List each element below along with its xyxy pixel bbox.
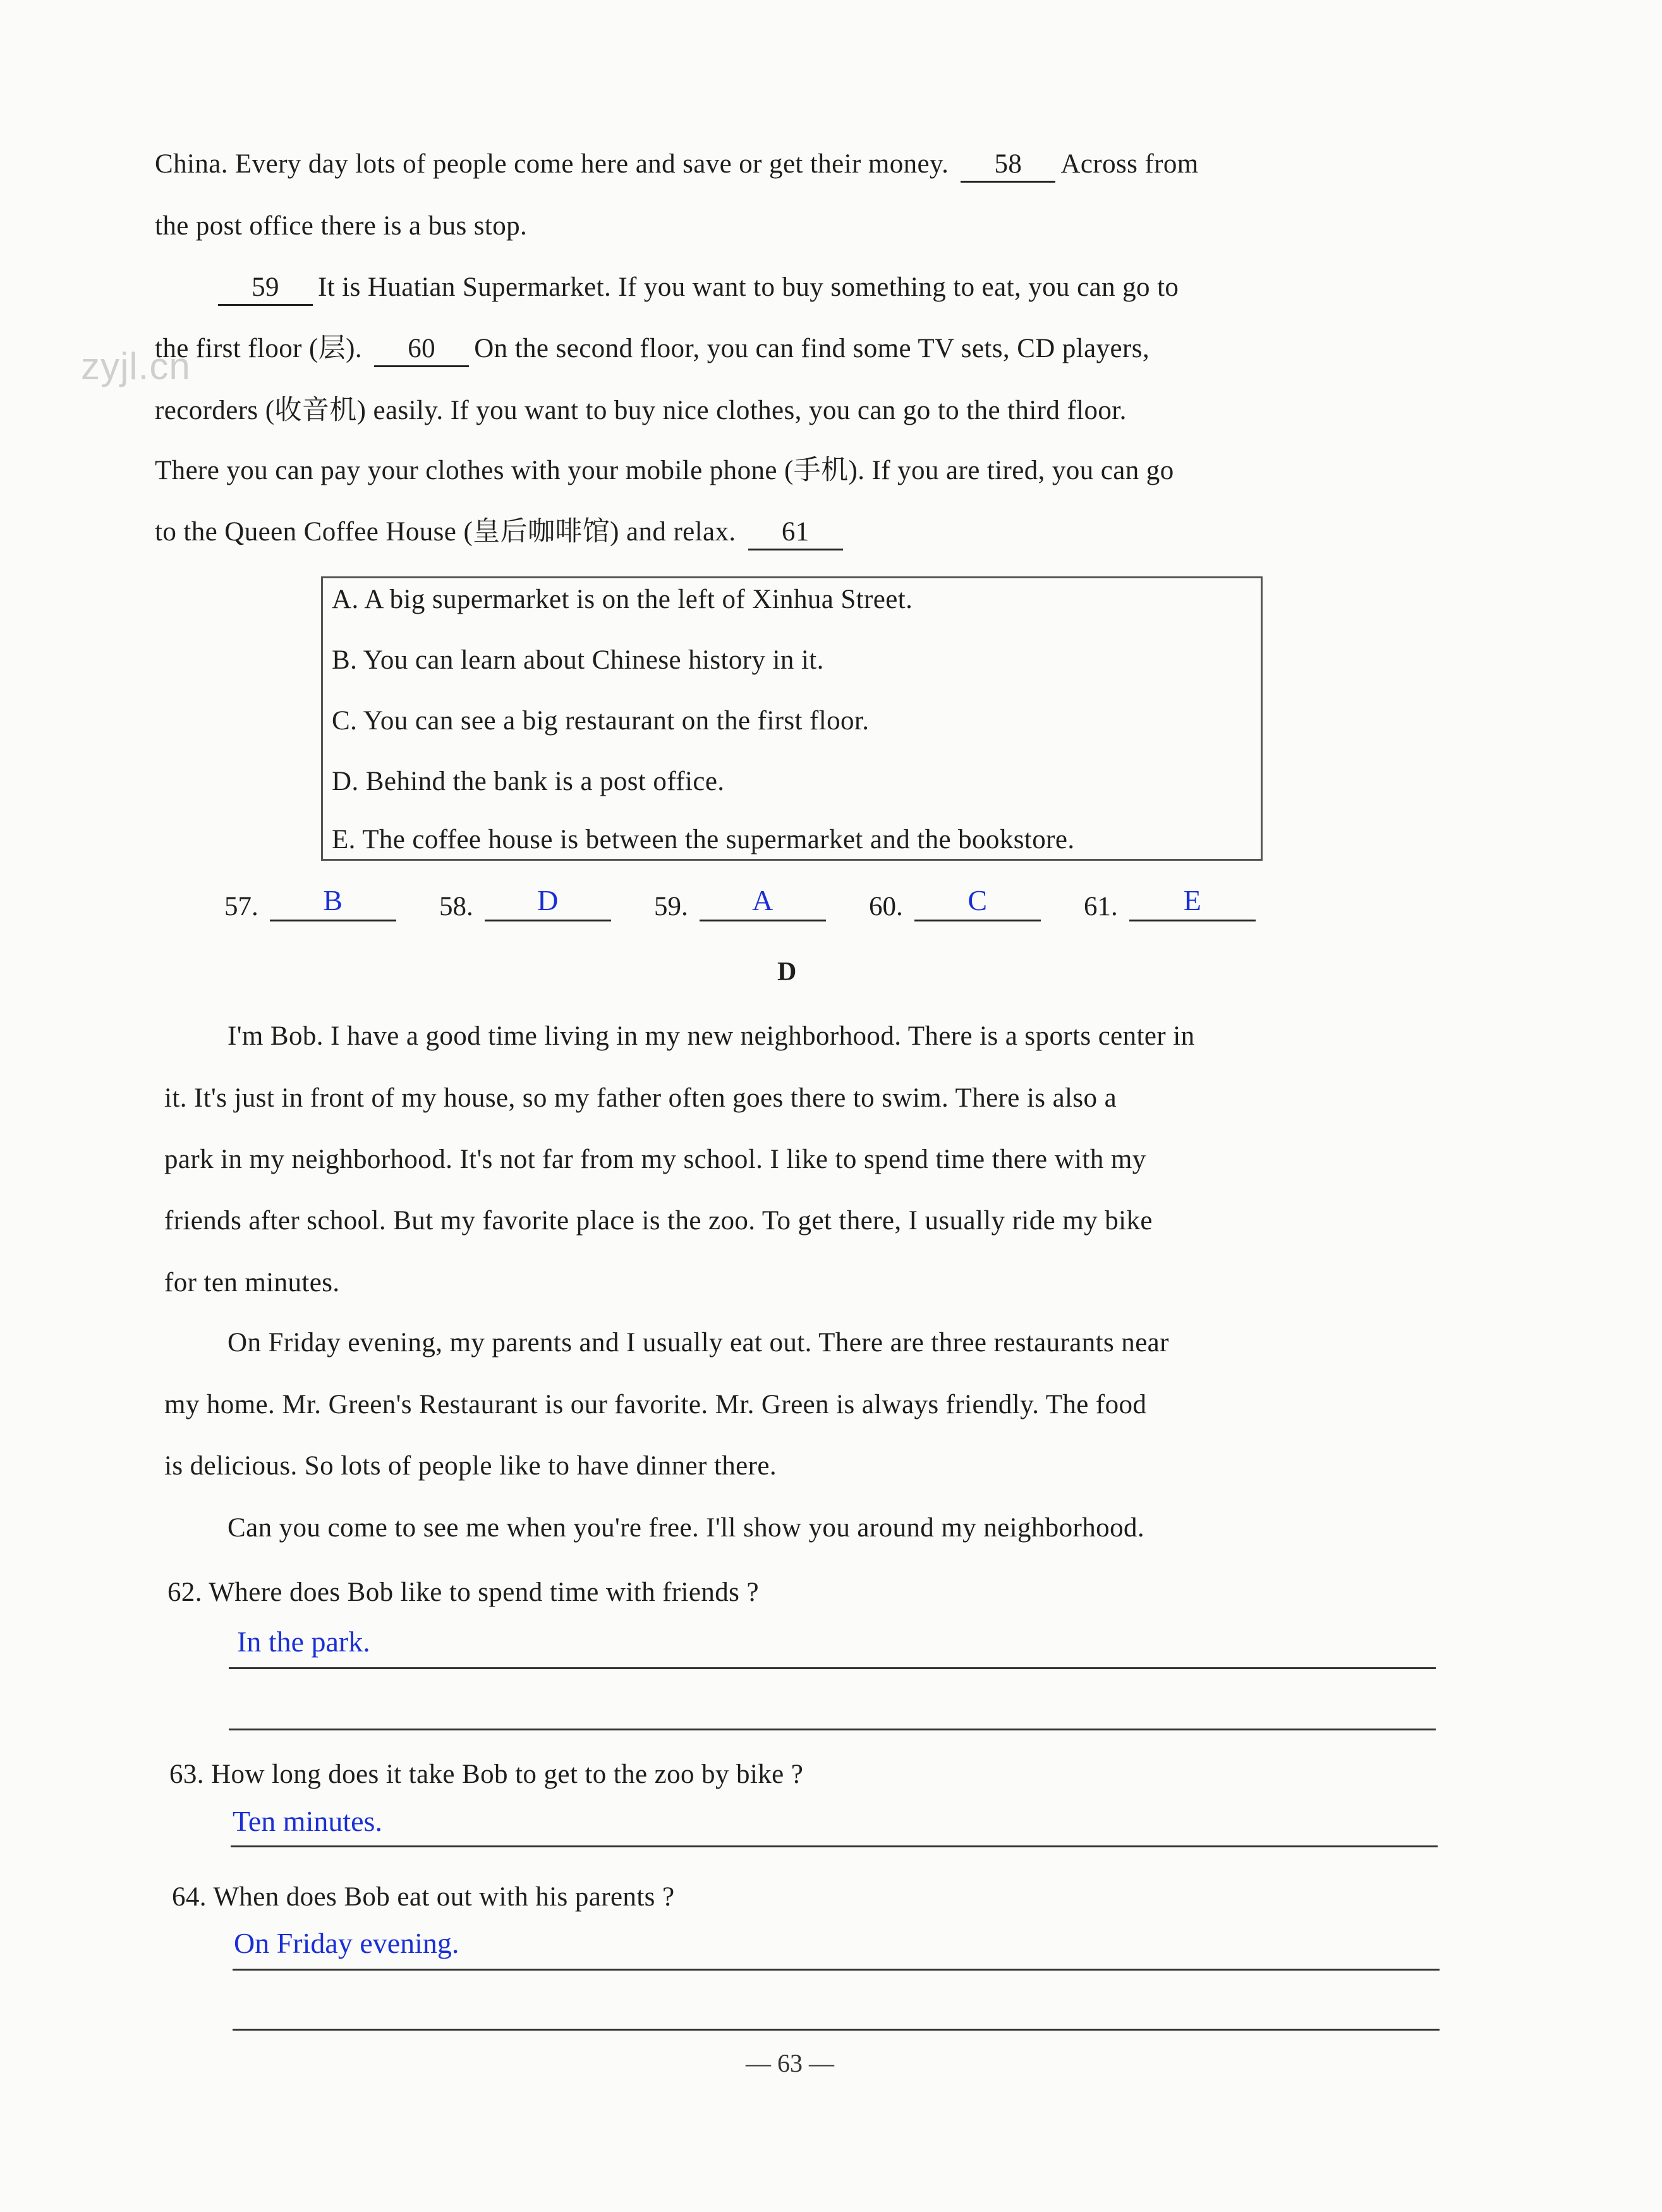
answer-value: A	[700, 882, 826, 921]
answer-line	[233, 1969, 1440, 1971]
question-64: 64. When does Bob eat out with his parents ?	[172, 1882, 675, 1912]
passage-text: the first floor (层).	[155, 334, 363, 363]
answer-line	[233, 2029, 1440, 2031]
passage-text: to the Queen Coffee House (皇后咖啡馆) and relax.	[155, 517, 736, 547]
passage-line	[218, 269, 1179, 307]
passage-line: recorders (收音机) easily. If you want to buy nice clothes, you can go to the third floor.	[155, 396, 1127, 425]
answer-number: 60.	[869, 892, 903, 921]
answer-value: B	[270, 882, 396, 921]
option-a: A. A big supermarket is on the left of Xinhua Street.	[332, 585, 913, 614]
watermark: zyjl.cn	[81, 345, 191, 387]
section-heading: D	[777, 957, 797, 987]
passage-line: I'm Bob. I have a good time living in my new neighborhood. There is a sports center in	[227, 1021, 1195, 1051]
passage-line: Can you come to see me when you're free. I'll show you around my neighborhood.	[227, 1513, 1145, 1543]
answer-item	[654, 885, 826, 929]
blank-61: 61	[748, 516, 843, 550]
options-box	[321, 576, 1263, 861]
answer-number: 57.	[224, 892, 258, 921]
passage-text: On the second floor, you can find some TV sets, CD players,	[474, 334, 1150, 363]
question-63: 63. How long does it take Bob to get to the zoo by bike ?	[169, 1759, 804, 1789]
passage-line	[155, 330, 1149, 368]
option-b: B. You can learn about Chinese history in it.	[332, 645, 824, 675]
answer-row	[224, 885, 1299, 935]
passage-text: Across from	[1060, 149, 1199, 179]
passage-text: China. Every day lots of people come here and save or get their money.	[155, 149, 949, 179]
answer-item	[1084, 885, 1256, 929]
answer-value: C	[914, 882, 1041, 921]
page-number: — 63 —	[746, 2049, 834, 2077]
passage-line: On Friday evening, my parents and I usually eat out. There are three restaurants near	[227, 1328, 1169, 1358]
passage-line: it. It's just in front of my house, so my father often goes there to swim. There is also a	[164, 1083, 1117, 1113]
blank-58: 58	[961, 148, 1055, 183]
passage-line: the post office there is a bus stop.	[155, 211, 528, 241]
passage-line	[155, 513, 848, 551]
answer-number: 59.	[654, 892, 688, 921]
passage-line: friends after school. But my favorite place is the zoo. To get there, I usually ride my bike	[164, 1206, 1153, 1236]
passage-line: my home. Mr. Green's Restaurant is our favorite. Mr. Green is always friendly. The food	[164, 1390, 1147, 1419]
answer-item	[439, 885, 611, 929]
option-e: E. The coffee house is between the supermarket and the bookstore.	[332, 825, 1075, 854]
passage-line	[155, 145, 1199, 183]
blank-59: 59	[218, 271, 313, 306]
passage-line: for ten minutes.	[164, 1268, 340, 1297]
passage-line: park in my neighborhood. It's not far from my school. I like to spend time there with my	[164, 1145, 1146, 1174]
answer-value: D	[485, 882, 611, 921]
option-c: C. You can see a big restaurant on the first floor.	[332, 706, 870, 736]
passage-text: It is Huatian Supermarket. If you want to buy something to eat, you can go to	[318, 272, 1179, 302]
answer-item	[224, 885, 396, 929]
answer-62: In the park.	[237, 1626, 370, 1658]
blank-60: 60	[374, 332, 469, 367]
option-d: D. Behind the bank is a post office.	[332, 767, 725, 796]
answer-63: Ten minutes.	[233, 1805, 382, 1837]
answer-value: E	[1129, 882, 1256, 921]
question-62: 62. Where does Bob like to spend time with friends ?	[167, 1577, 759, 1607]
answer-line	[229, 1729, 1436, 1730]
passage-line: is delicious. So lots of people like to have dinner there.	[164, 1451, 777, 1481]
answer-number: 61.	[1084, 892, 1118, 921]
answer-64: On Friday evening.	[234, 1927, 459, 1959]
answer-number: 58.	[439, 892, 473, 921]
answer-line	[231, 1845, 1438, 1847]
answer-item	[869, 885, 1041, 929]
passage-line: There you can pay your clothes with your mobile phone (手机). If you are tired, you can go	[155, 456, 1174, 485]
answer-line	[229, 1667, 1436, 1669]
